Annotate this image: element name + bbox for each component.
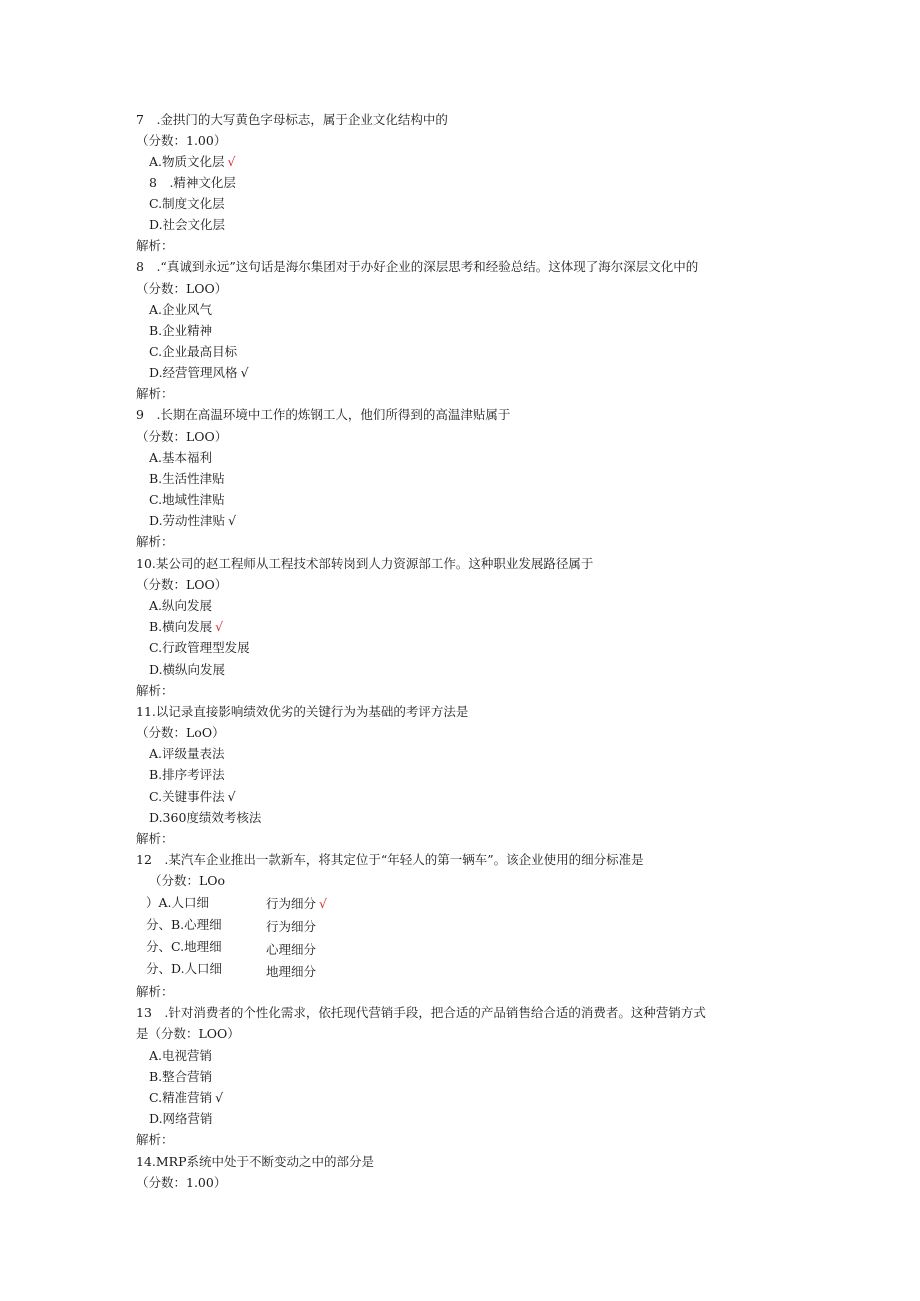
question-9-option-a: A.基本福利 (149, 450, 213, 465)
question-10-option-b (149, 619, 223, 635)
question-9-analysis: 解析： (136, 534, 174, 549)
question-11-analysis: 解析： (136, 831, 174, 846)
question-9-score: （分数：LOO） (136, 429, 228, 444)
answer-check-icon: √ (215, 619, 224, 634)
question-12-option-d: 分、D.人口细 (146, 961, 223, 976)
question-14-score: （分数：1.00） (136, 1175, 227, 1190)
question-9-option-d (149, 513, 236, 529)
question-13-option-a: A.电视营销 (149, 1048, 213, 1063)
answer-check-icon: √ (215, 1090, 224, 1105)
question-8-analysis: 解析： (136, 386, 174, 401)
question-12-option-b: 分、B.心理细 (146, 917, 222, 932)
answer-check-icon: √ (227, 154, 236, 169)
question-8-option-a: A.企业风气 (149, 302, 213, 317)
option-text: 行为细分 (266, 896, 317, 911)
question-7-option-c: C.制度文化层 (149, 196, 225, 211)
question-11-stem: 11.以记录直接影响绩效优劣的关键行为为基础的考评方法是 (136, 704, 469, 719)
question-8-option-d (149, 365, 249, 381)
question-8-option-b: B.企业精神 (149, 323, 213, 338)
question-10-option-c: C.行政管理型发展 (149, 640, 250, 655)
question-12-stem: 12 .某汽车企业推出一款新车，将其定位于“年轻人的第一辆车”。该企业使用的细分标准是 (136, 852, 644, 867)
question-7-score: （分数：1.00） (136, 133, 227, 148)
option-text: D.经营管理风格 (149, 365, 238, 380)
question-11-option-c (149, 789, 236, 805)
question-12-score: （分数：LOo (149, 873, 226, 888)
question-8-score: （分数：LOO） (136, 281, 228, 296)
question-12-option-b-right: 行为细分 (266, 919, 317, 934)
question-12-option-a: ）A.人口细 (146, 895, 210, 910)
question-10-stem: 10.某公司的赵工程师从工程技术部转岗到人力资源部工作。这种职业发展路径属于 (136, 556, 594, 571)
question-12-option-d-right: 地理细分 (266, 964, 317, 979)
question-11-option-b: B.排序考评法 (149, 767, 225, 782)
question-7-option-a (149, 154, 235, 170)
question-11-option-a: A.评级量表法 (149, 746, 225, 761)
question-13-option-c (149, 1090, 223, 1106)
question-13-option-b: B.整合营销 (149, 1069, 213, 1084)
question-12-option-c-right: 心理细分 (266, 942, 317, 957)
option-text: C.关键事件法 (149, 789, 225, 804)
question-10-option-d: D.横纵向发展 (149, 662, 226, 677)
question-9-option-c: C.地域性津贴 (149, 492, 225, 507)
question-7-analysis: 解析： (136, 238, 174, 253)
question-10-option-a: A.纵向发展 (149, 598, 213, 613)
option-text: D.劳动性津贴 (149, 513, 226, 528)
question-10-score: （分数：LOO） (136, 577, 228, 592)
question-13-score: 是（分数：LOO） (136, 1026, 240, 1041)
question-10-analysis: 解析： (136, 683, 174, 698)
question-11-option-d: D.360度绩效考核法 (149, 810, 262, 825)
answer-check-icon: √ (240, 365, 249, 380)
question-13-analysis: 解析： (136, 1132, 174, 1147)
question-7-option-d: D.社会文化层 (149, 217, 226, 232)
answer-check-icon: √ (319, 896, 327, 911)
option-text: B.横向发展 (149, 619, 213, 634)
question-8-stem: 8 .“真诚到永远”这句话是海尔集团对于办好企业的深层思考和经验总结。这体现了海尔深层文化中的 (136, 259, 699, 274)
question-7-stem: 7 .金拱门的大写黄色字母标志，属于企业文化结构中的 (136, 112, 448, 127)
question-7-option-b: 8 .精神文化层 (149, 175, 236, 190)
question-12-option-c: 分、C.地理细 (146, 939, 222, 954)
question-9-stem: 9 .长期在高温环境中工作的炼钢工人，他们所得到的高温津贴属于 (136, 407, 511, 422)
question-8-option-c: C.企业最高目标 (149, 344, 238, 359)
question-12-analysis: 解析： (136, 984, 174, 999)
answer-check-icon: √ (228, 513, 237, 528)
question-9-option-b: B.生活性津贴 (149, 471, 225, 486)
question-13-option-d: D.网络营销 (149, 1111, 213, 1126)
question-13-stem: 13 .针对消费者的个性化需求，依托现代营销手段，把合适的产品销售给合适的消费者。这种营销方式 (136, 1005, 706, 1020)
option-text: A.物质文化层 (149, 154, 225, 169)
option-text: C.精准营销 (149, 1090, 213, 1105)
question-14-stem: 14.MRP系统中处于不断变动之中的部分是 (136, 1154, 375, 1169)
question-11-score: （分数：LoO） (136, 725, 225, 740)
question-12-option-a-right (266, 896, 327, 912)
answer-check-icon: √ (227, 789, 236, 804)
